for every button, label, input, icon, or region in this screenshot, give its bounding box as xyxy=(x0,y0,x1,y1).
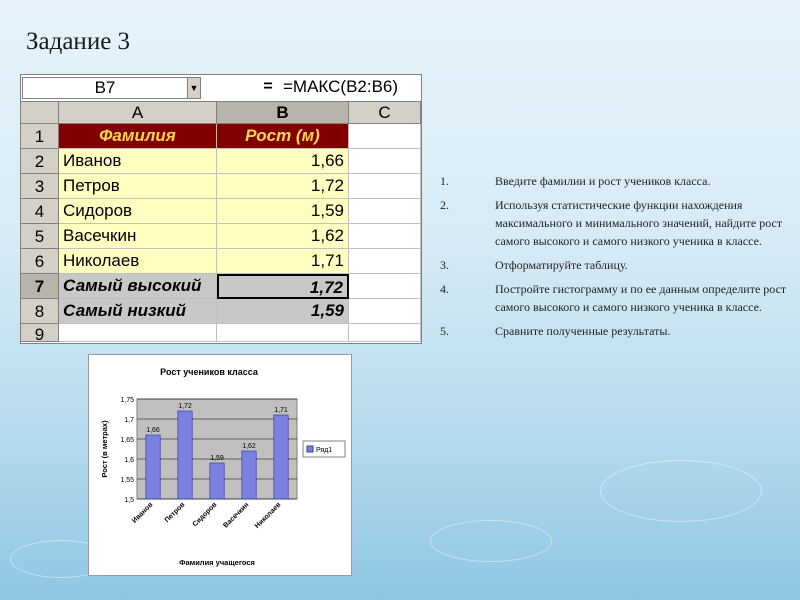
row-header[interactable]: 2 xyxy=(21,149,59,174)
column-header-a[interactable]: A xyxy=(59,102,217,124)
cell-empty[interactable] xyxy=(349,274,421,299)
row-header[interactable]: 4 xyxy=(21,199,59,224)
y-tick-label: 1,75 xyxy=(120,397,134,404)
legend-swatch xyxy=(307,446,313,452)
cell-name[interactable]: Сидоров xyxy=(59,199,217,224)
task-text: Сравните полученные результаты. xyxy=(495,324,671,338)
cell-empty[interactable] xyxy=(59,324,217,342)
cell-name[interactable]: Петров xyxy=(59,174,217,199)
row-header[interactable]: 1 xyxy=(21,124,59,149)
task-number: 3. xyxy=(440,258,449,272)
task-text: Отформатируйте таблицу. xyxy=(495,258,628,272)
cell-empty[interactable] xyxy=(349,299,421,324)
cell-c1[interactable] xyxy=(349,124,421,149)
column-header-b[interactable]: B xyxy=(217,102,349,124)
task-item xyxy=(440,256,790,274)
row-header[interactable]: 7 xyxy=(21,274,59,299)
task-item xyxy=(440,280,790,316)
row-header[interactable]: 5 xyxy=(21,224,59,249)
cell-height[interactable]: 1,72 xyxy=(217,174,349,199)
task-item xyxy=(440,196,790,250)
cell-height[interactable]: 1,59 xyxy=(217,199,349,224)
y-tick-label: 1,65 xyxy=(120,437,134,444)
cell-a1[interactable]: Фамилия xyxy=(59,124,217,149)
cell-name[interactable]: Васечкин xyxy=(59,224,217,249)
legend-label: Ряд1 xyxy=(316,447,333,454)
x-tick-label: Сидоров xyxy=(191,501,219,529)
ripple-decoration xyxy=(430,520,552,562)
bar xyxy=(274,415,288,499)
y-tick-label: 1,55 xyxy=(120,477,134,484)
select-all-corner[interactable] xyxy=(21,102,59,124)
task-text: Постройте гистограмму и по ее данным определите рост самого высокого и самого низкого ученика в классе. xyxy=(495,282,787,314)
cell-height[interactable]: 1,66 xyxy=(217,149,349,174)
cell-name[interactable]: Иванов xyxy=(59,149,217,174)
task-item xyxy=(440,322,790,340)
cell-empty[interactable] xyxy=(349,149,421,174)
y-axis-title: Рост (в метрах) xyxy=(100,420,109,478)
chevron-down-icon[interactable]: ▼ xyxy=(187,77,201,99)
cell-min-value[interactable]: 1,59 xyxy=(217,299,349,324)
row-header[interactable]: 9 xyxy=(21,324,59,342)
ripple-decoration xyxy=(600,460,762,522)
cell-b1[interactable]: Рост (м) xyxy=(217,124,349,149)
x-axis-title: Фамилия учащегося xyxy=(179,558,255,567)
cell-max-value[interactable]: 1,72 xyxy=(217,274,349,299)
formula-bar xyxy=(21,75,421,102)
data-label: 1,72 xyxy=(178,403,192,410)
task-text: Используя статистические функции нахождения максимального и минимального значений, найдите рост самого высокого и самого низкого ученика в классе. xyxy=(495,198,783,248)
row-header[interactable]: 6 xyxy=(21,249,59,274)
x-tick-label: Васечкин xyxy=(222,501,251,530)
spreadsheet xyxy=(20,74,422,344)
task-number: 2. xyxy=(440,198,449,212)
formula-input[interactable]: =МАКС(B2:B6) xyxy=(283,77,399,96)
cell-empty[interactable] xyxy=(349,199,421,224)
task-item xyxy=(440,172,790,190)
data-label: 1,66 xyxy=(146,427,160,434)
cell-empty[interactable] xyxy=(349,249,421,274)
bar xyxy=(146,435,160,499)
chart-container[interactable] xyxy=(88,354,352,576)
name-box[interactable]: B7 xyxy=(22,77,188,99)
cell-empty[interactable] xyxy=(349,324,421,342)
y-tick-label: 1,6 xyxy=(124,457,134,464)
bar xyxy=(242,451,256,499)
data-label: 1,71 xyxy=(274,407,288,414)
y-tick-label: 1,7 xyxy=(124,417,134,424)
data-label: 1,59 xyxy=(210,455,224,462)
chart-title: Рост учеников класса xyxy=(160,367,258,377)
cell-name[interactable]: Николаев xyxy=(59,249,217,274)
data-label: 1,62 xyxy=(242,443,256,450)
row-header[interactable]: 3 xyxy=(21,174,59,199)
cell-height[interactable]: 1,62 xyxy=(217,224,349,249)
bar xyxy=(210,463,224,499)
cell-height[interactable]: 1,71 xyxy=(217,249,349,274)
cell-empty[interactable] xyxy=(217,324,349,342)
cell-min-label[interactable]: Самый низкий xyxy=(59,299,217,324)
x-tick-label: Николаев xyxy=(253,501,283,531)
y-tick-label: 1,5 xyxy=(124,497,134,504)
x-tick-label: Петров xyxy=(163,501,187,525)
slide-title: Задание 3 xyxy=(26,28,131,55)
x-tick-label: Иванов xyxy=(131,501,155,525)
cell-empty[interactable] xyxy=(349,174,421,199)
column-header-c[interactable]: C xyxy=(349,102,421,124)
task-number: 5. xyxy=(440,324,449,338)
equals-button[interactable]: = xyxy=(263,78,273,95)
task-text: Введите фамилии и рост учеников класса. xyxy=(495,174,711,188)
bar xyxy=(178,411,192,499)
cell-empty[interactable] xyxy=(349,224,421,249)
task-number: 1. xyxy=(440,174,449,188)
cell-max-label[interactable]: Самый высокий xyxy=(59,274,217,299)
bar-chart xyxy=(89,355,351,575)
row-header[interactable]: 8 xyxy=(21,299,59,324)
task-list xyxy=(440,172,790,346)
task-number: 4. xyxy=(440,282,449,296)
